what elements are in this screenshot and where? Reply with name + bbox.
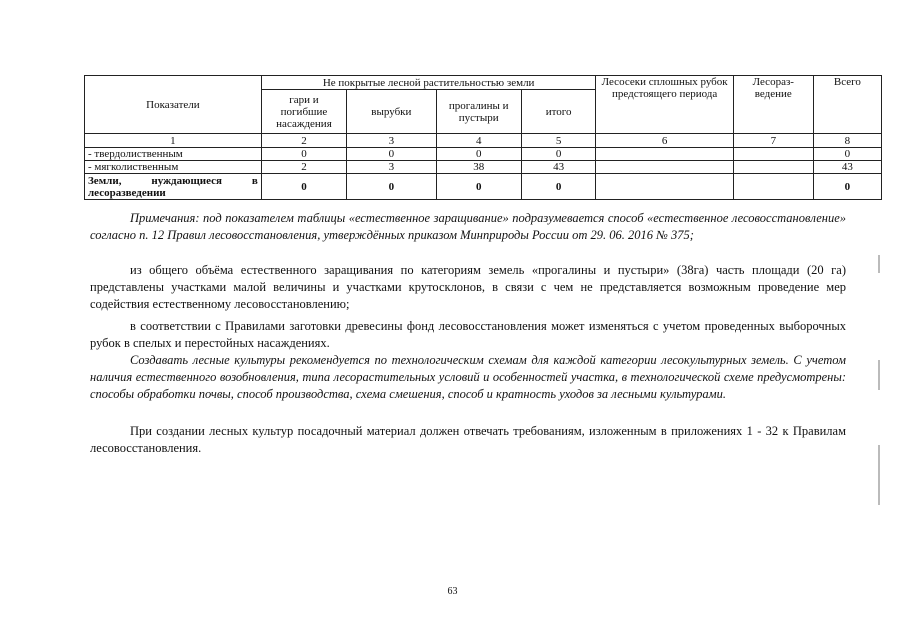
table-cell (596, 148, 733, 161)
column-number: 1 (85, 134, 262, 148)
column-number: 3 (347, 134, 437, 148)
header-not-covered-lands: Не покрытые лесной растительностью земли (261, 76, 596, 90)
table-row (85, 148, 882, 161)
scan-artifact (878, 445, 880, 505)
page-number: 63 (447, 586, 458, 597)
column-number: 6 (596, 134, 733, 148)
table-row (85, 161, 882, 174)
column-numbers-row (85, 134, 882, 148)
table-cell: 0 (347, 174, 437, 200)
table-cell (733, 148, 813, 161)
table-cell: 43 (521, 161, 596, 174)
paragraph-forest-cultures: Создавать лесные культуры рекомендуется по технологическим схемам для каждой категории лесокультурных земель. С учетом наличия естественного возобновления, типа лесорастительных условий и особенностей участка, в технологической схеме предусмотрены: способы обработки почвы, способ производства, схема смешения, способ и кратность уходов за лесными культурами. (90, 353, 846, 401)
table-note: Примечания: под показателем таблицы «естественное заращивание» подразумевается способ «естественное лесовосстановление» согласно п. 12 Правил лесовосстановления, утверждённых приказом Минприроды России от 29. 06. 2016 № 375; (90, 211, 846, 242)
table-cell: 0 (261, 148, 346, 161)
column-number: 4 (436, 134, 521, 148)
table-cell: 0 (436, 148, 521, 161)
table-cell: 0 (436, 174, 521, 200)
header-cuttings: вырубки (347, 90, 437, 134)
column-number: 8 (813, 134, 881, 148)
table-cell (596, 161, 733, 174)
paragraph-natural-regeneration: из общего объёма естественного заращивания по категориям земель «прогалины и пустыри» (38га) часть площади (20 га) представлены участками малой величины и участками крутосклонов, в связи с чем не представляется возможным проведение мер содействия естественному лесовосстановлению; (90, 263, 846, 311)
table-cell: 0 (813, 174, 881, 200)
column-number: 7 (733, 134, 813, 148)
table-cell: 3 (347, 161, 437, 174)
scan-artifact (878, 255, 880, 273)
column-number: 5 (521, 134, 596, 148)
header-clearcut-areas: Лесосеки сплошных рубок предстоящего периода (596, 76, 733, 134)
table-cell: 0 (521, 174, 596, 200)
row-label: - твердолиственным (85, 148, 262, 161)
header-forest-breeding: Лесораз-ведение (733, 76, 813, 134)
table-cell: 38 (436, 161, 521, 174)
column-number: 2 (261, 134, 346, 148)
row-label: - мягколиственным (85, 161, 262, 174)
table-cell: 0 (261, 174, 346, 200)
table-cell (733, 174, 813, 200)
table-cell: 0 (521, 148, 596, 161)
table-cell: 43 (813, 161, 881, 174)
scan-artifact (878, 360, 880, 390)
table-cell (596, 174, 733, 200)
paragraph-planting-material: При создании лесных культур посадочный материал должен отвечать требованиям, изложенным в приложениях 1 - 32 к Правилам лесовосстановления. (90, 424, 846, 455)
header-indicators: Показатели (85, 76, 262, 134)
header-glades: прогалины и пустыри (436, 90, 521, 134)
header-burns: гари и погибшие насаждения (261, 90, 346, 134)
table-row (85, 174, 882, 200)
table-cell: 2 (261, 161, 346, 174)
header-subtotal: итого (521, 90, 596, 134)
table-cell: 0 (347, 148, 437, 161)
header-total: Всего (813, 76, 881, 134)
forest-lands-table (84, 75, 882, 200)
paragraph-harvesting-rules: в соответствии с Правилами заготовки древесины фонд лесовосстановления может изменяться с учетом проведенных выборочных рубок в спелых и перестойных насаждениях. (90, 319, 846, 350)
table-cell (733, 161, 813, 174)
row-label: Земли, нуждающиеся в лесоразведении (85, 174, 262, 200)
table-cell: 0 (813, 148, 881, 161)
